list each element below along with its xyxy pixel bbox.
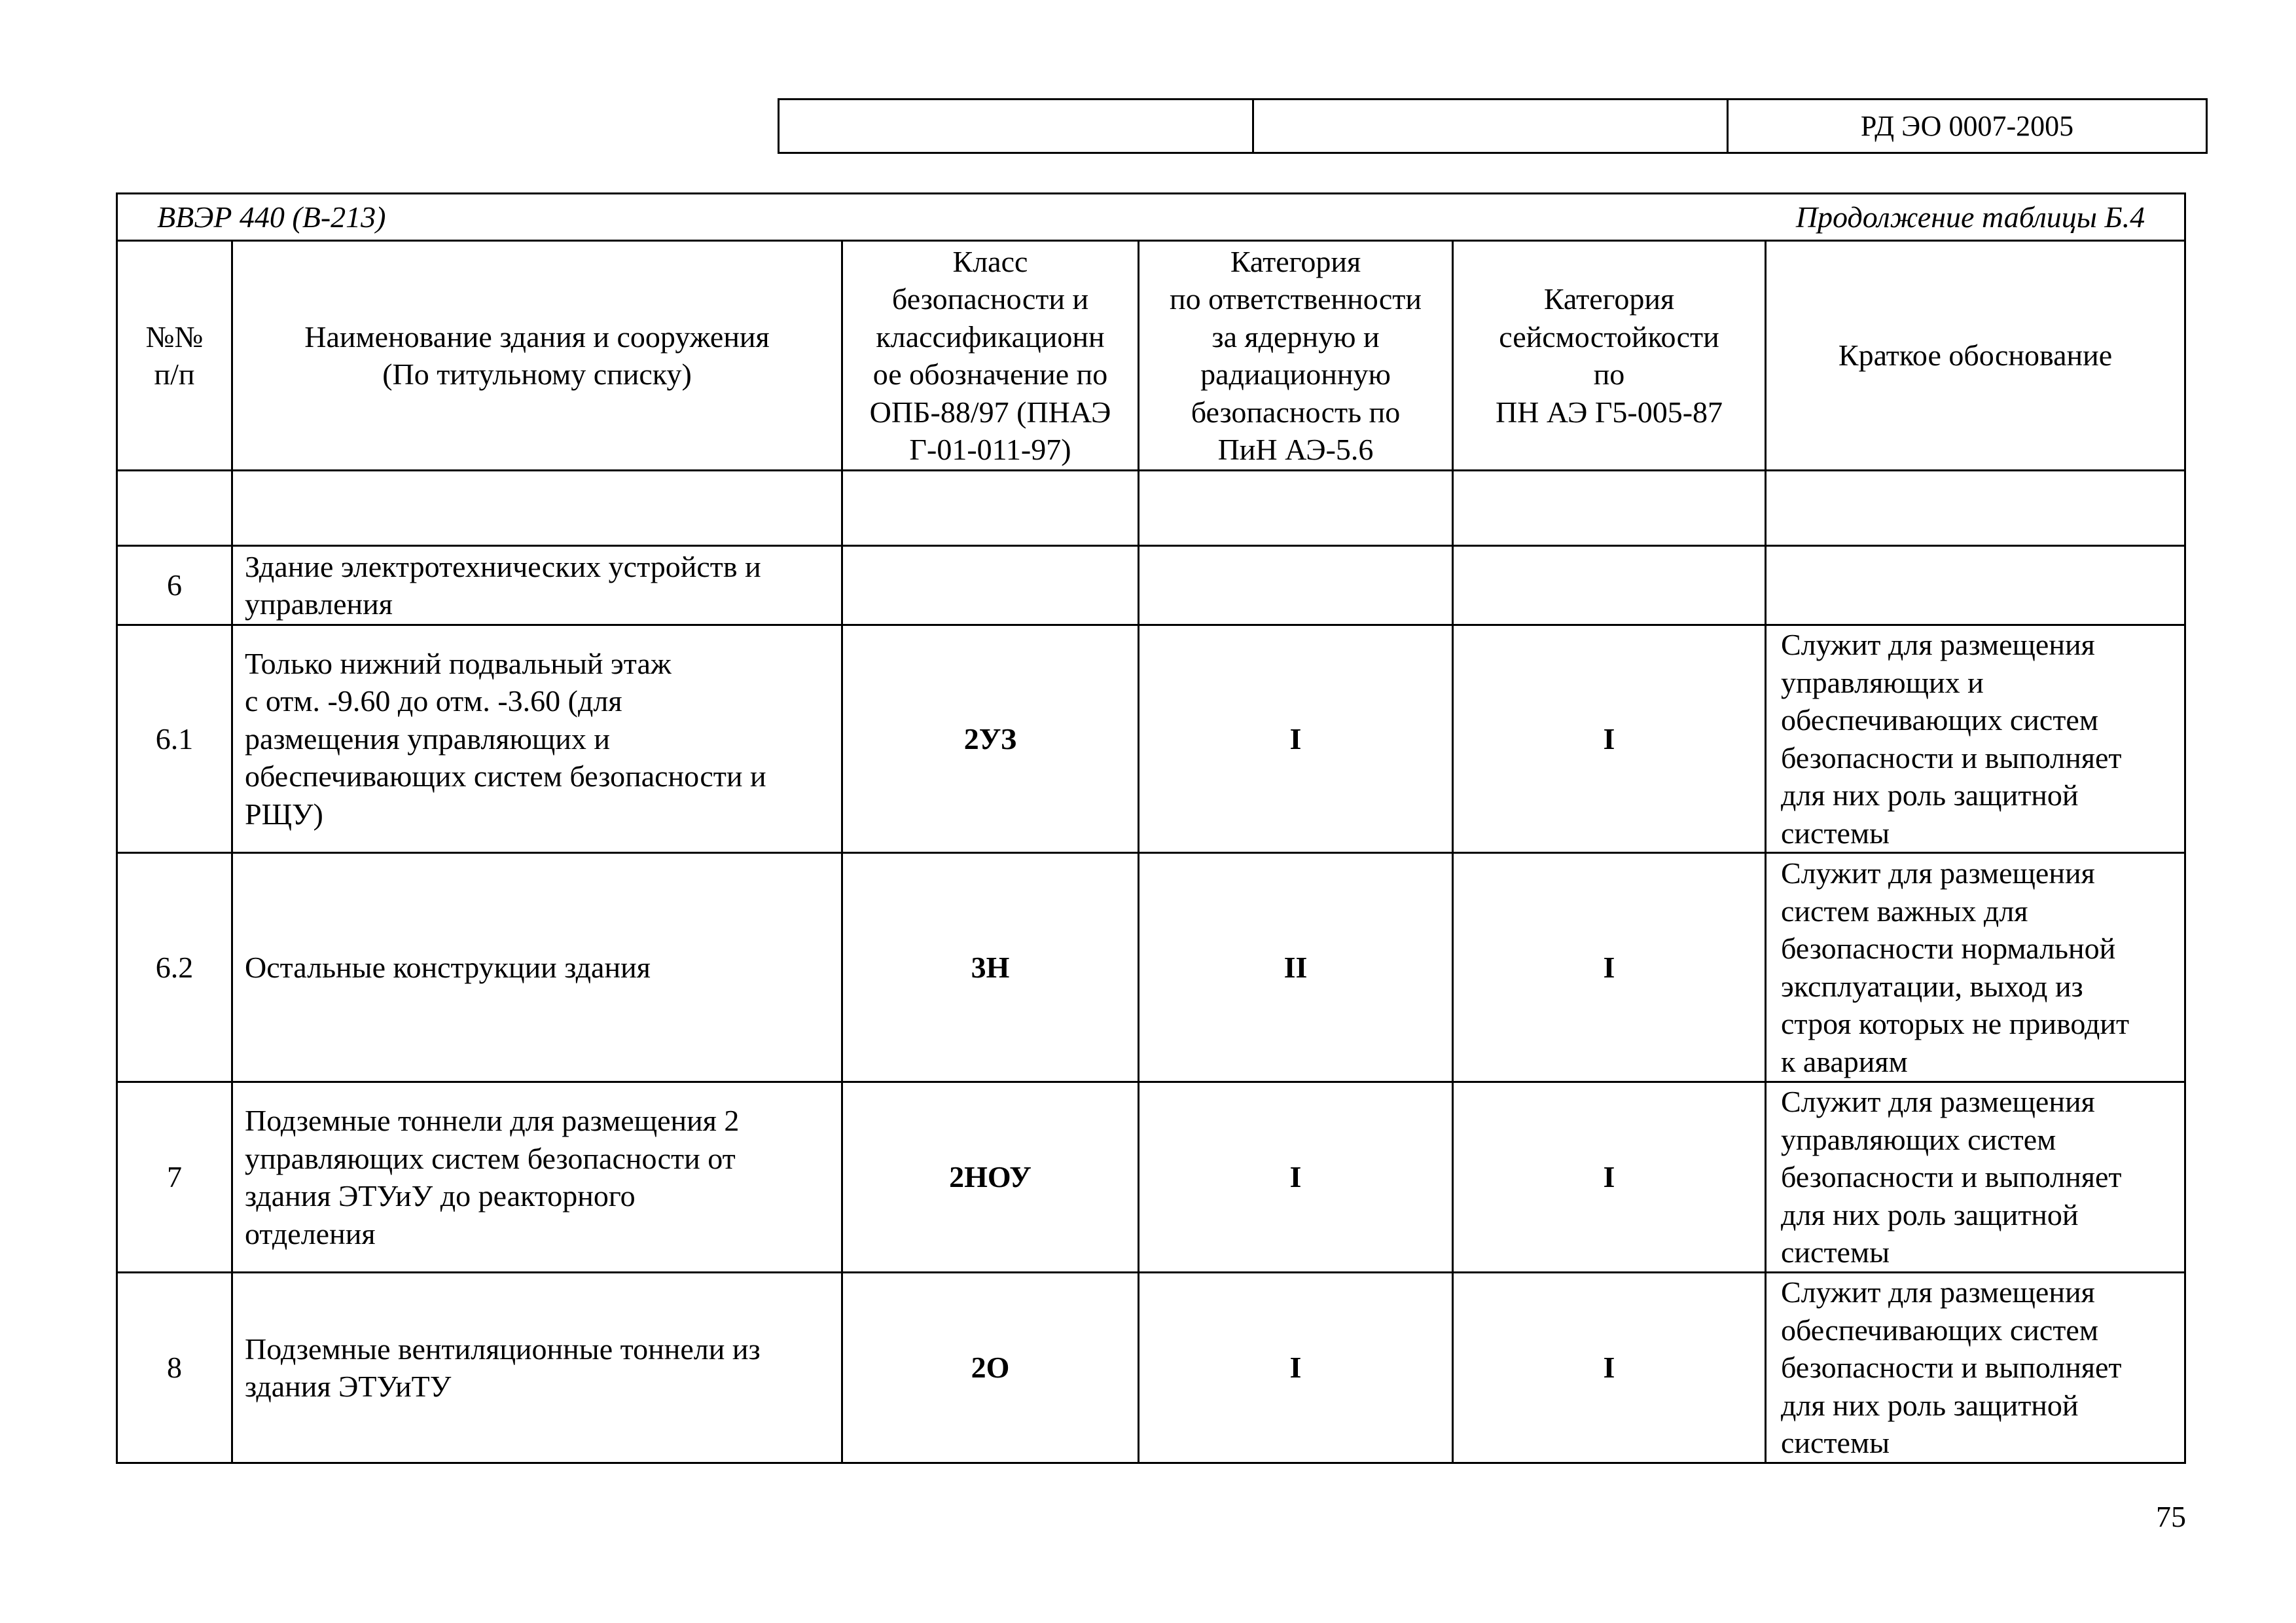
table-row (117, 546, 2185, 625)
row-just-line: Служит для размещения (1781, 856, 2095, 890)
row-cat-seis (1453, 546, 1766, 625)
header-justification (1766, 241, 2185, 471)
row-just-line: для них роль защитной (1781, 1197, 2079, 1231)
row-name (232, 625, 842, 853)
row-just-line: строя которых не приводит (1781, 1007, 2130, 1040)
empty-cell (1766, 471, 2185, 546)
row-class: 3Н (842, 853, 1139, 1082)
caption-continuation: Продолжение таблицы Б.4 (1795, 200, 2145, 234)
row-cat-resp: I (1139, 1082, 1453, 1273)
row-just-line: управляющих и (1781, 665, 1984, 699)
header-class-line: Г-01-011-97) (909, 433, 1071, 466)
row-name-line: Подземные тоннели для размещения 2 (245, 1104, 740, 1137)
empty-cell (232, 471, 842, 546)
header-just-line: Краткое обоснование (1838, 338, 2113, 373)
row-class: 2УЗ (842, 625, 1139, 853)
header-name-line: (По титульному списку) (382, 357, 692, 391)
header-safety-class (842, 241, 1139, 471)
header-resp-line: за ядерную и (1211, 319, 1380, 354)
row-class: 2О (842, 1273, 1139, 1463)
document-code: РД ЭО 0007-2005 (1860, 110, 2074, 142)
row-name-line: размещения управляющих и (245, 721, 610, 756)
row-justification (1766, 546, 2185, 625)
table-header-row (117, 241, 2185, 471)
empty-cell (1139, 471, 1453, 546)
row-class: 2НОУ (842, 1082, 1139, 1273)
table-caption-row (117, 194, 2185, 241)
header-class-line: классификационн (876, 319, 1105, 354)
header-class-line: ое обозначение по (872, 357, 1108, 391)
header-resp-line: безопасность по (1191, 395, 1401, 429)
row-just-line: обеспечивающих систем (1781, 1313, 2098, 1347)
header-resp-line: радиационную (1200, 357, 1391, 391)
header-seis-line: по (1593, 357, 1625, 391)
table-row (117, 1082, 2185, 1273)
row-just-line: обеспечивающих систем (1781, 703, 2098, 737)
row-name (232, 853, 842, 1082)
header-seis-line: сейсмостойкости (1499, 319, 1719, 354)
row-num: 6 (117, 546, 232, 625)
row-just-line: для них роль защитной (1781, 778, 2079, 812)
row-cat-seis: I (1453, 1082, 1766, 1273)
row-num: 6.2 (117, 853, 232, 1082)
row-class (842, 546, 1139, 625)
row-just-line: Служит для размещения (1781, 1085, 2095, 1119)
row-name (232, 546, 842, 625)
row-num: 8 (117, 1273, 232, 1463)
header-cell-empty-2 (1254, 100, 1729, 152)
row-num: 6.1 (117, 625, 232, 853)
row-just-line: управляющих систем (1781, 1122, 2056, 1156)
header-class-line: безопасности и (891, 282, 1089, 316)
document-header-box (778, 98, 2208, 154)
header-seis-line: Категория (1543, 282, 1675, 316)
header-name (232, 241, 842, 471)
empty-cell (117, 471, 232, 546)
caption-reactor-type: ВВЭР 440 (В-213) (157, 200, 386, 234)
row-num: 7 (117, 1082, 232, 1273)
header-class-line: Класс (952, 244, 1028, 278)
row-just-line: эксплуатации, выход из (1781, 969, 2083, 1003)
row-name-line: Подземные вентиляционные тоннели из (245, 1332, 761, 1366)
header-num-line: №№ (145, 319, 204, 354)
row-name (232, 1082, 842, 1273)
classification-table (116, 192, 2186, 1464)
row-name-line: РЩУ) (245, 797, 323, 831)
header-cell-empty-1 (780, 100, 1254, 152)
row-just-line: к авариям (1781, 1044, 1908, 1078)
header-resp-line: по ответственности (1169, 282, 1422, 316)
row-just-line: безопасности нормальной (1781, 932, 2116, 965)
row-cat-resp: I (1139, 625, 1453, 853)
row-just-line: безопасности и выполняет (1781, 1351, 2122, 1385)
row-just-line: системы (1781, 816, 1890, 850)
row-name-line: здания ЭТУиУ до реакторного (245, 1179, 636, 1213)
header-seis-line: ПН АЭ Г5-005-87 (1495, 395, 1723, 429)
row-name-line: Остальные конструкции здания (245, 950, 651, 984)
row-cat-resp (1139, 546, 1453, 625)
row-name-line: обеспечивающих систем безопасности и (245, 759, 766, 793)
table-row-empty (117, 471, 2185, 546)
row-cat-seis: I (1453, 625, 1766, 853)
row-name-line: управляющих систем безопасности от (245, 1141, 736, 1175)
row-cat-resp: II (1139, 853, 1453, 1082)
row-justification (1766, 1273, 2185, 1463)
empty-cell (1453, 471, 1766, 546)
row-justification (1766, 1082, 2185, 1273)
header-class-line: ОПБ-88/97 (ПНАЭ (869, 395, 1111, 429)
row-cat-resp: I (1139, 1273, 1453, 1463)
table-row (117, 853, 2185, 1082)
table-row (117, 625, 2185, 853)
row-justification (1766, 625, 2185, 853)
header-resp-line: ПиН АЭ-5.6 (1217, 433, 1374, 466)
row-name-line: Только нижний подвальный этаж (245, 646, 672, 680)
row-just-line: безопасности и выполняет (1781, 740, 2122, 775)
header-seismic-category (1453, 241, 1766, 471)
header-num (117, 241, 232, 471)
row-just-line: Служит для размещения (1781, 628, 2095, 661)
row-name (232, 1273, 842, 1463)
row-justification (1766, 853, 2185, 1082)
empty-cell (842, 471, 1139, 546)
row-just-line: безопасности и выполняет (1781, 1160, 2122, 1194)
table-caption-cell (117, 194, 2185, 241)
header-responsibility-category (1139, 241, 1453, 471)
table-row (117, 1273, 2185, 1463)
row-name-line: здания ЭТУиТУ (245, 1370, 452, 1403)
page-number: 75 (2156, 1500, 2186, 1533)
row-just-line: для них роль защитной (1781, 1388, 2079, 1422)
row-name-line: с отм. -9.60 до отм. -3.60 (для (245, 684, 622, 718)
header-resp-line: Категория (1230, 244, 1361, 278)
row-cat-seis: I (1453, 853, 1766, 1082)
row-name-line: отделения (245, 1216, 376, 1250)
header-name-line: Наименование здания и сооружения (304, 319, 770, 354)
row-name-line: управления (245, 587, 393, 621)
row-cat-seis: I (1453, 1273, 1766, 1463)
row-just-line: Служит для размещения (1781, 1275, 2095, 1309)
row-name-line: Здание электротехнических устройств и (245, 549, 761, 583)
row-just-line: системы (1781, 1426, 1890, 1460)
row-just-line: системы (1781, 1235, 1890, 1269)
header-num-line: п/п (154, 357, 195, 391)
row-just-line: систем важных для (1781, 894, 2028, 928)
